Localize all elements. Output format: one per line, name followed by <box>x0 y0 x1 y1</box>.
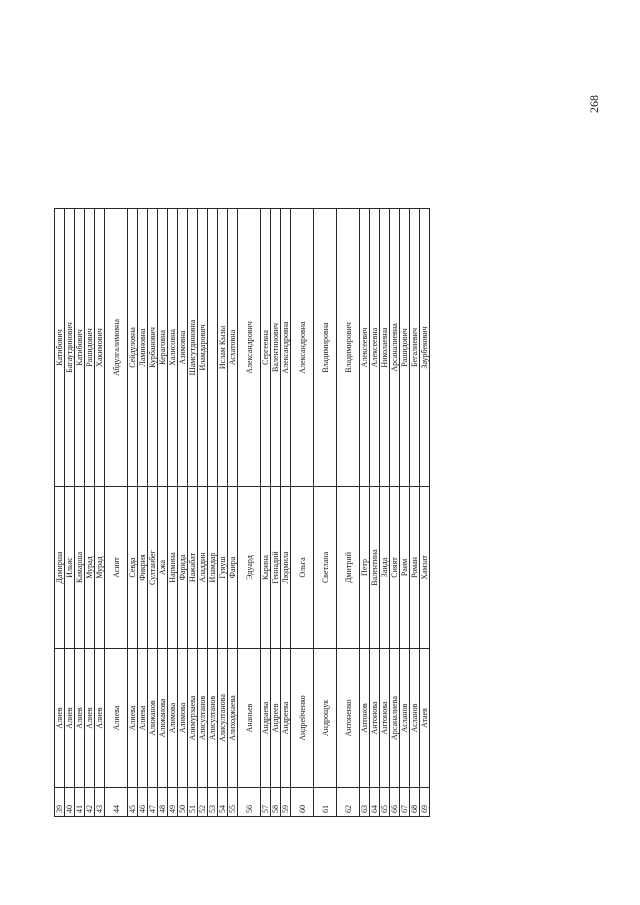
register-table-frame <box>54 208 566 817</box>
surname-cell: Антонова <box>380 649 390 788</box>
first-name-cell: Мурад <box>95 487 105 649</box>
first-name-cell: Нармина <box>168 487 178 649</box>
first-name-cell: Заида <box>380 487 390 649</box>
patronymic-cell: Валентинович <box>271 209 281 487</box>
surname-cell: Асланов <box>400 649 410 788</box>
surname-cell: Ананьев <box>238 649 261 788</box>
patronymic-cell: Хакимович <box>95 209 105 487</box>
surname-cell: Антонов <box>360 649 370 788</box>
first-name-cell: Дамирша <box>55 487 65 649</box>
surname-cell: Алисултанов <box>208 649 218 788</box>
patronymic-cell: Багаутдинович <box>65 209 75 487</box>
patronymic-cell: Шамсутдиновна <box>188 209 198 487</box>
first-name-cell: Петр <box>360 487 370 649</box>
row-number: 50 <box>178 788 188 817</box>
surname-cell: Алиев <box>75 649 85 788</box>
table-row <box>370 209 380 817</box>
patronymic-cell: Рашидович <box>85 209 95 487</box>
row-number: 51 <box>188 788 198 817</box>
row-number: 66 <box>390 788 400 817</box>
first-name-cell: Эдуард <box>238 487 261 649</box>
patronymic-cell: Алексеевна <box>370 209 380 487</box>
patronymic-cell: Азимовна <box>178 209 188 487</box>
patronymic-cell: Абдулгалимовна <box>105 209 128 487</box>
table-row <box>271 209 281 817</box>
surname-cell: Алимова <box>168 649 178 788</box>
row-number: 47 <box>148 788 158 817</box>
patronymic-cell: Сейдуловна <box>128 209 138 487</box>
surname-cell: Андреев <box>271 649 281 788</box>
patronymic-cell: Кераговна <box>158 209 168 487</box>
patronymic-cell: Владимировна <box>314 209 337 487</box>
patronymic-cell: Александровна <box>291 209 314 487</box>
row-number: 39 <box>55 788 65 817</box>
first-name-cell: Сияят <box>390 487 400 649</box>
table-row <box>380 209 390 817</box>
surname-cell: Алисултанов <box>198 649 208 788</box>
first-name-cell: Раим <box>400 487 410 649</box>
register-table <box>54 208 430 817</box>
table-row <box>178 209 188 817</box>
row-number: 69 <box>420 788 430 817</box>
table-row <box>75 209 85 817</box>
first-name-cell: Севда <box>128 487 138 649</box>
row-number: 54 <box>218 788 228 817</box>
table-row <box>188 209 198 817</box>
table-row <box>410 209 420 817</box>
patronymic-cell: Катибович <box>75 209 85 487</box>
patronymic-cell: Сергеевна <box>261 209 271 487</box>
row-number: 62 <box>337 788 360 817</box>
table-row <box>138 209 148 817</box>
table-row <box>420 209 430 817</box>
surname-cell: Атаев <box>420 649 430 788</box>
row-number: 58 <box>271 788 281 817</box>
patronymic-cell: Арсаналиевна <box>390 209 400 487</box>
surname-cell: Арсаналиева <box>390 649 400 788</box>
row-number: 68 <box>410 788 420 817</box>
row-number: 52 <box>198 788 208 817</box>
patronymic-cell: Бегалиевич <box>410 209 420 487</box>
first-name-cell: Фикрия <box>138 487 148 649</box>
first-name-cell: Роман <box>410 487 420 649</box>
row-number: 61 <box>314 788 337 817</box>
surname-cell: Андрейченко <box>291 649 314 788</box>
patronymic-cell: Иламдарович <box>198 209 208 487</box>
row-number: 44 <box>105 788 128 817</box>
row-number: 56 <box>238 788 261 817</box>
surname-cell: Алимова <box>178 649 188 788</box>
table-row <box>105 209 128 817</box>
surname-cell: Алижанова <box>158 649 168 788</box>
row-number: 57 <box>261 788 271 817</box>
table-row <box>158 209 168 817</box>
surname-cell: Андреева <box>281 649 291 788</box>
first-name-cell: Камарша <box>75 487 85 649</box>
row-number: 40 <box>65 788 75 817</box>
row-number: 55 <box>228 788 238 817</box>
table-row <box>208 209 218 817</box>
surname-cell: Алижанов <box>148 649 158 788</box>
first-name-cell: Ольга <box>291 487 314 649</box>
table-row <box>281 209 291 817</box>
surname-cell: Алимурзаева <box>188 649 198 788</box>
surname-cell: Алиева <box>138 649 148 788</box>
row-number: 45 <box>128 788 138 817</box>
register-table-body <box>55 209 430 817</box>
table-row <box>261 209 271 817</box>
row-number: 49 <box>168 788 178 817</box>
patronymic-cell: Халисовна <box>168 209 178 487</box>
first-name-cell: Нажабат <box>188 487 198 649</box>
first-name-cell: Асият <box>105 487 128 649</box>
first-name-cell: Аладдин <box>198 487 208 649</box>
first-name-cell: Фарида <box>178 487 188 649</box>
table-row <box>314 209 337 817</box>
row-number: 64 <box>370 788 380 817</box>
table-row <box>65 209 75 817</box>
table-row <box>168 209 178 817</box>
table-row <box>218 209 228 817</box>
table-row <box>360 209 370 817</box>
surname-cell: Антоненко <box>337 649 360 788</box>
surname-cell: Алиев <box>95 649 105 788</box>
surname-cell: Андраева <box>261 649 271 788</box>
row-number: 63 <box>360 788 370 817</box>
table-row <box>390 209 400 817</box>
first-name-cell: Геннадий <box>271 487 281 649</box>
first-name-cell: Ильяс <box>65 487 75 649</box>
surname-cell: Асланов <box>410 649 420 788</box>
patronymic-cell: Ислам Кызы <box>218 209 228 487</box>
patronymic-cell: Асхатовна <box>228 209 238 487</box>
first-name-cell: Ажа <box>158 487 168 649</box>
rotated-table-container <box>54 208 566 817</box>
patronymic-cell: Рашидович <box>400 209 410 487</box>
row-number: 65 <box>380 788 390 817</box>
patronymic-cell: Николаевна <box>380 209 390 487</box>
surname-cell: Алиев <box>55 649 65 788</box>
table-row <box>337 209 360 817</box>
first-name-cell: Людмила <box>281 487 291 649</box>
first-name-cell: Хамзат <box>420 487 430 649</box>
row-number: 67 <box>400 788 410 817</box>
table-row <box>95 209 105 817</box>
surname-cell: Алисултанова <box>218 649 228 788</box>
row-number: 60 <box>291 788 314 817</box>
row-number: 53 <box>208 788 218 817</box>
patronymic-cell: Александрович <box>238 209 261 487</box>
surname-cell: Антонова <box>370 649 380 788</box>
table-row <box>55 209 65 817</box>
table-row <box>228 209 238 817</box>
patronymic-cell: Владимирович <box>337 209 360 487</box>
patronymic-cell: Ламиновна <box>138 209 148 487</box>
patronymic-cell: Заурбекович <box>420 209 430 487</box>
table-row <box>128 209 138 817</box>
patronymic-cell: Александровна <box>281 209 291 487</box>
table-row <box>148 209 158 817</box>
patronymic-cell: Алексеевич <box>360 209 370 487</box>
first-name-cell: Карина <box>261 487 271 649</box>
first-name-cell: Гуяуш <box>218 487 228 649</box>
surname-cell: Алиева <box>105 649 128 788</box>
patronymic-cell: Катибович <box>55 209 65 487</box>
surname-cell: Алиева <box>128 649 138 788</box>
surname-cell: Алиев <box>85 649 95 788</box>
row-number: 42 <box>85 788 95 817</box>
first-name-cell: Фаира <box>228 487 238 649</box>
first-name-cell: Светлана <box>314 487 337 649</box>
row-number: 59 <box>281 788 291 817</box>
table-row <box>85 209 95 817</box>
table-row <box>291 209 314 817</box>
table-row <box>238 209 261 817</box>
table-row <box>400 209 410 817</box>
table-row <box>198 209 208 817</box>
patronymic-cell: Курбанович <box>148 209 158 487</box>
patronymic-cell <box>208 209 218 487</box>
surname-cell: Алиходжаева <box>228 649 238 788</box>
page-number: 268 <box>587 95 601 113</box>
first-name-cell: Валентина <box>370 487 380 649</box>
first-name-cell: Султанбег <box>148 487 158 649</box>
row-number: 41 <box>75 788 85 817</box>
first-name-cell: Иламдар <box>208 487 218 649</box>
first-name-cell: Дмитрий <box>337 487 360 649</box>
row-number: 46 <box>138 788 148 817</box>
surname-cell: Алиев <box>65 649 75 788</box>
row-number: 48 <box>158 788 168 817</box>
first-name-cell: Мурад <box>85 487 95 649</box>
surname-cell: Андрощук <box>314 649 337 788</box>
row-number: 43 <box>95 788 105 817</box>
